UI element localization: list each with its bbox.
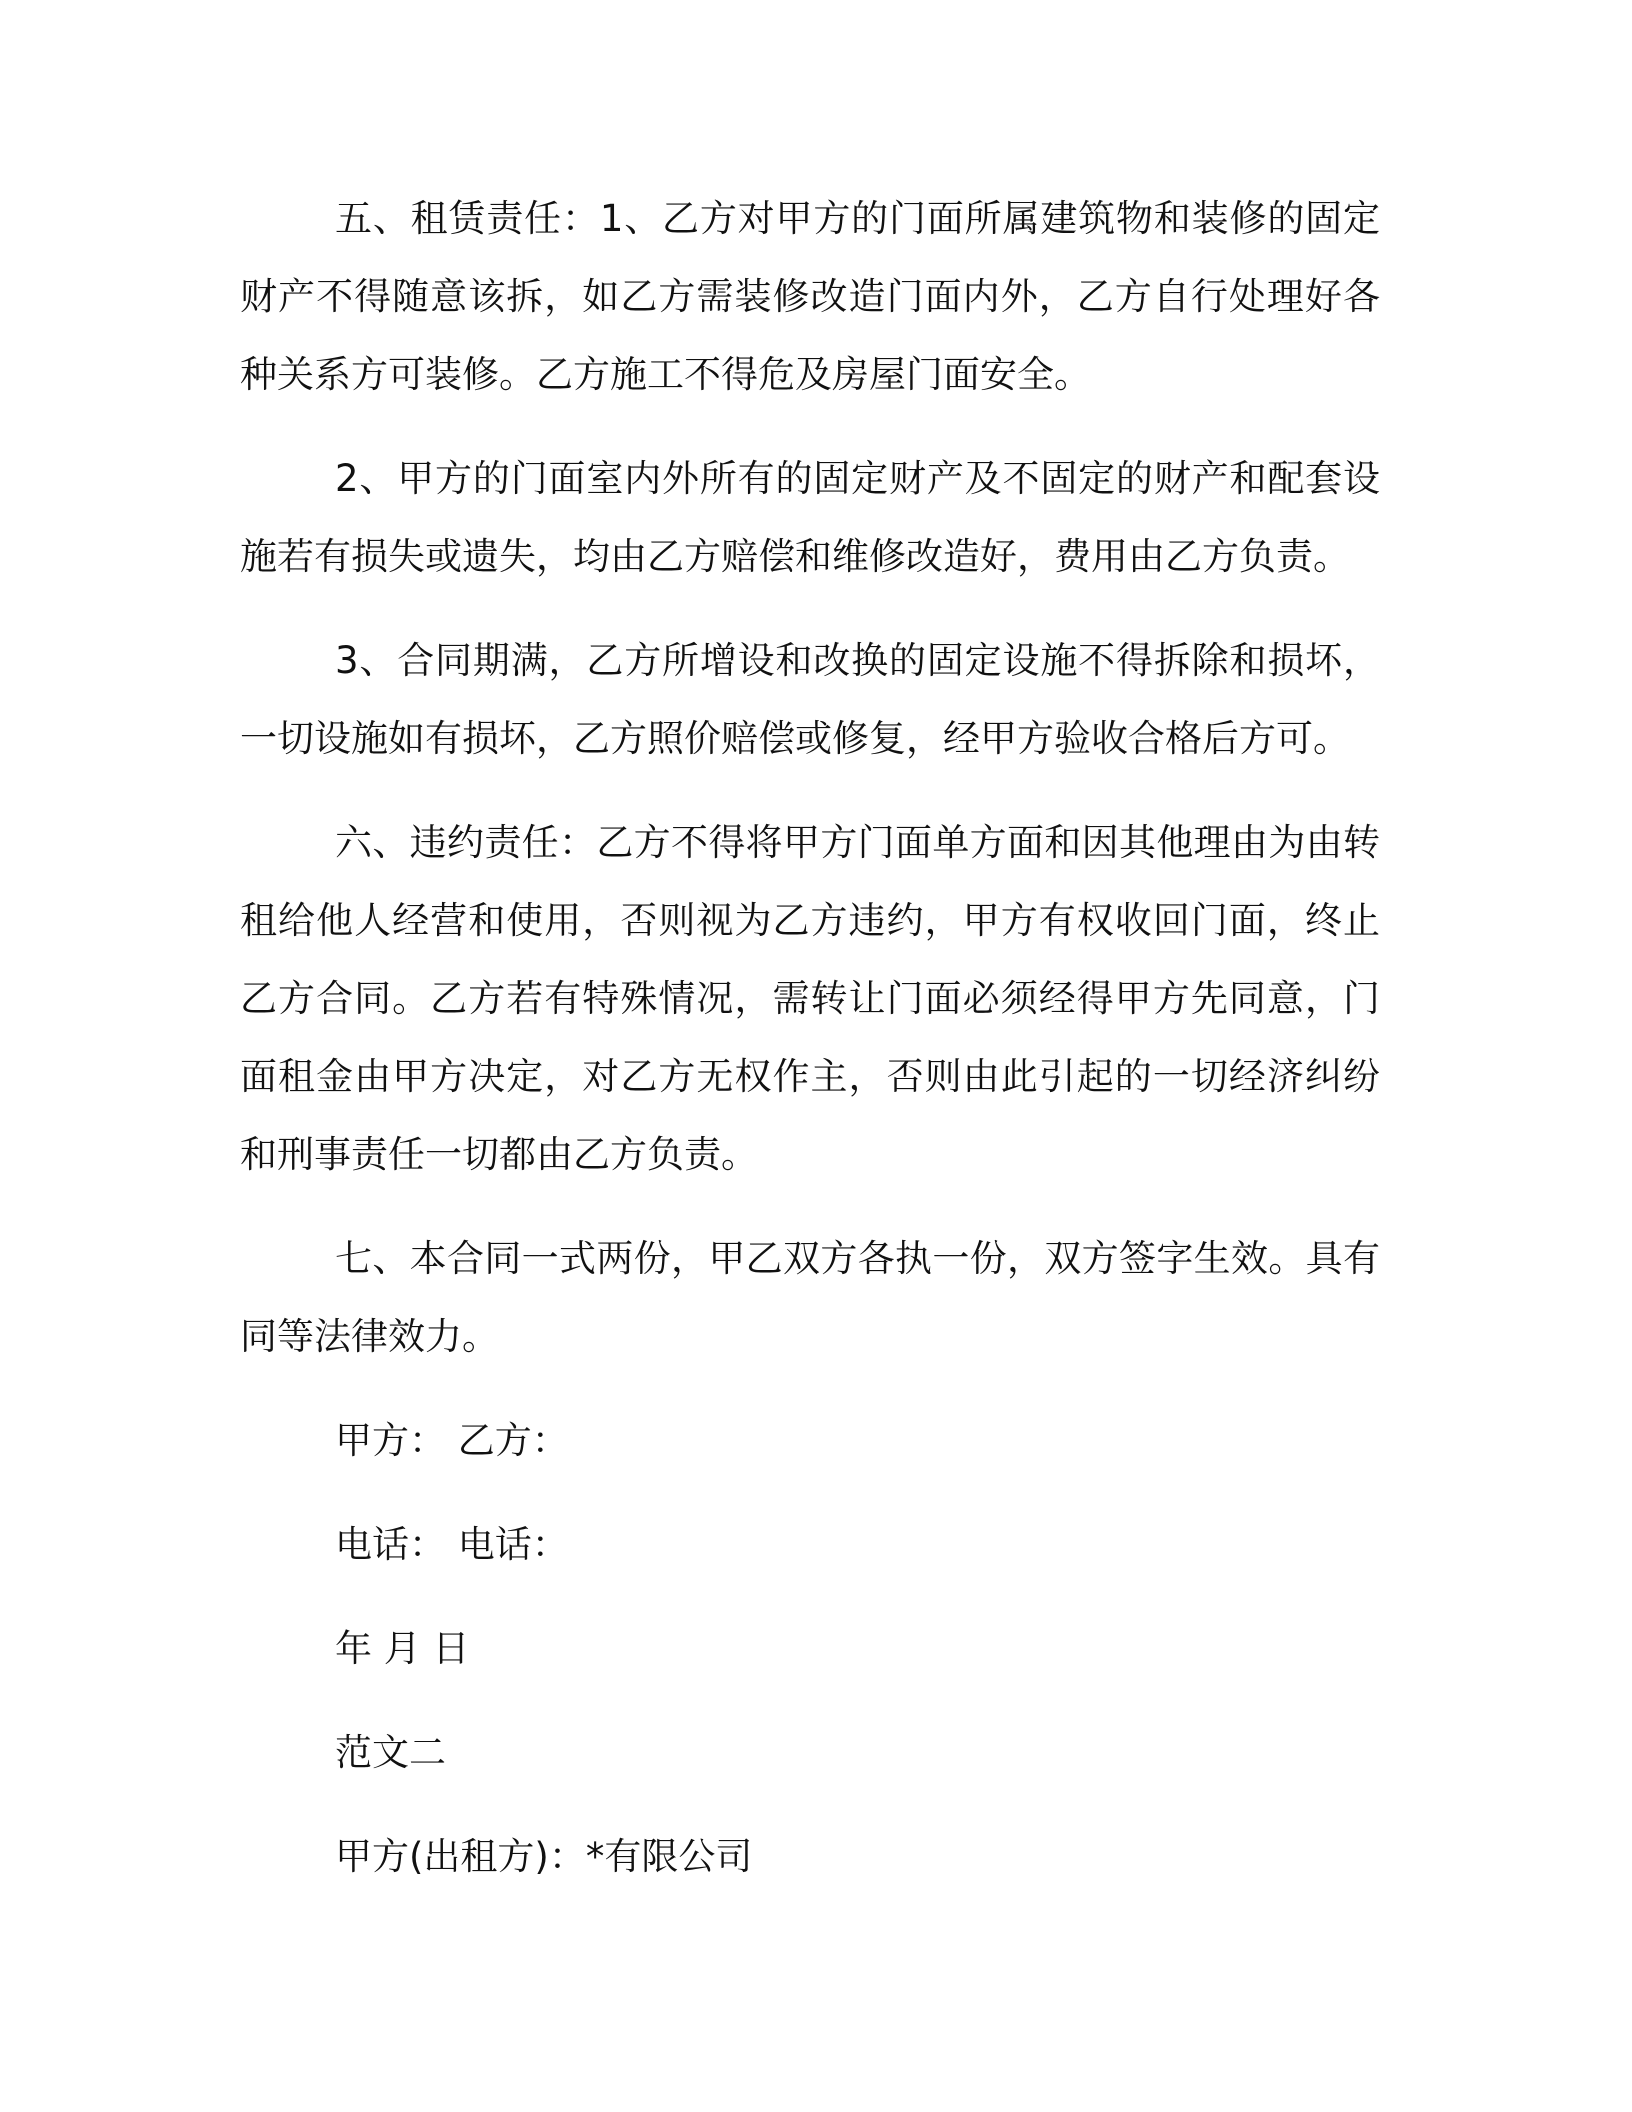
signature-parties-line: 甲方： 乙方： (335, 1419, 569, 1462)
clause-five-lease-responsibility: 五、租赁责任：1、乙方对甲方的门面所属建筑物和装修的固定财产不得随意该拆，如乙方需装修改造门面内外，乙方自行处理好各种关系方可装修。乙方施工不得危及房屋门面安全。 (240, 197, 1380, 396)
date-line: 年 月 日 (335, 1627, 470, 1670)
clause-five-item-two: 2、甲方的门面室内外所有的固定财产及不固定的财产和配套设施若有损失或遗失，均由乙方赔偿和维修改造好，费用由乙方负责。 (240, 457, 1380, 578)
document-body (240, 180, 1380, 1922)
signature-phones-line: 电话： 电话： (335, 1523, 569, 1566)
lessor-line: 甲方(出租方)：*有限公司 (335, 1835, 753, 1878)
clause-seven-copies: 七、本合同一式两份，甲乙双方各执一份，双方签字生效。具有同等法律效力。 (240, 1237, 1380, 1358)
clause-six-breach-liability: 六、违约责任：乙方不得将甲方门面单方面和因其他理由为由转租给他人经营和使用，否则视为乙方违约，甲方有权收回门面，终止乙方合同。乙方若有特殊情况，需转让门面必须经得甲方先同意，门面租金由甲方决定，对乙方无权作主，否则由此引起的一切经济纠纷和刑事责任一切都由乙方负责。 (240, 821, 1380, 1176)
clause-five-item-three: 3、合同期满，乙方所增设和改换的固定设施不得拆除和损坏，一切设施如有损坏，乙方照价赔偿或修复，经甲方验收合格后方可。 (240, 639, 1380, 760)
section-title: 范文二 (335, 1731, 446, 1774)
